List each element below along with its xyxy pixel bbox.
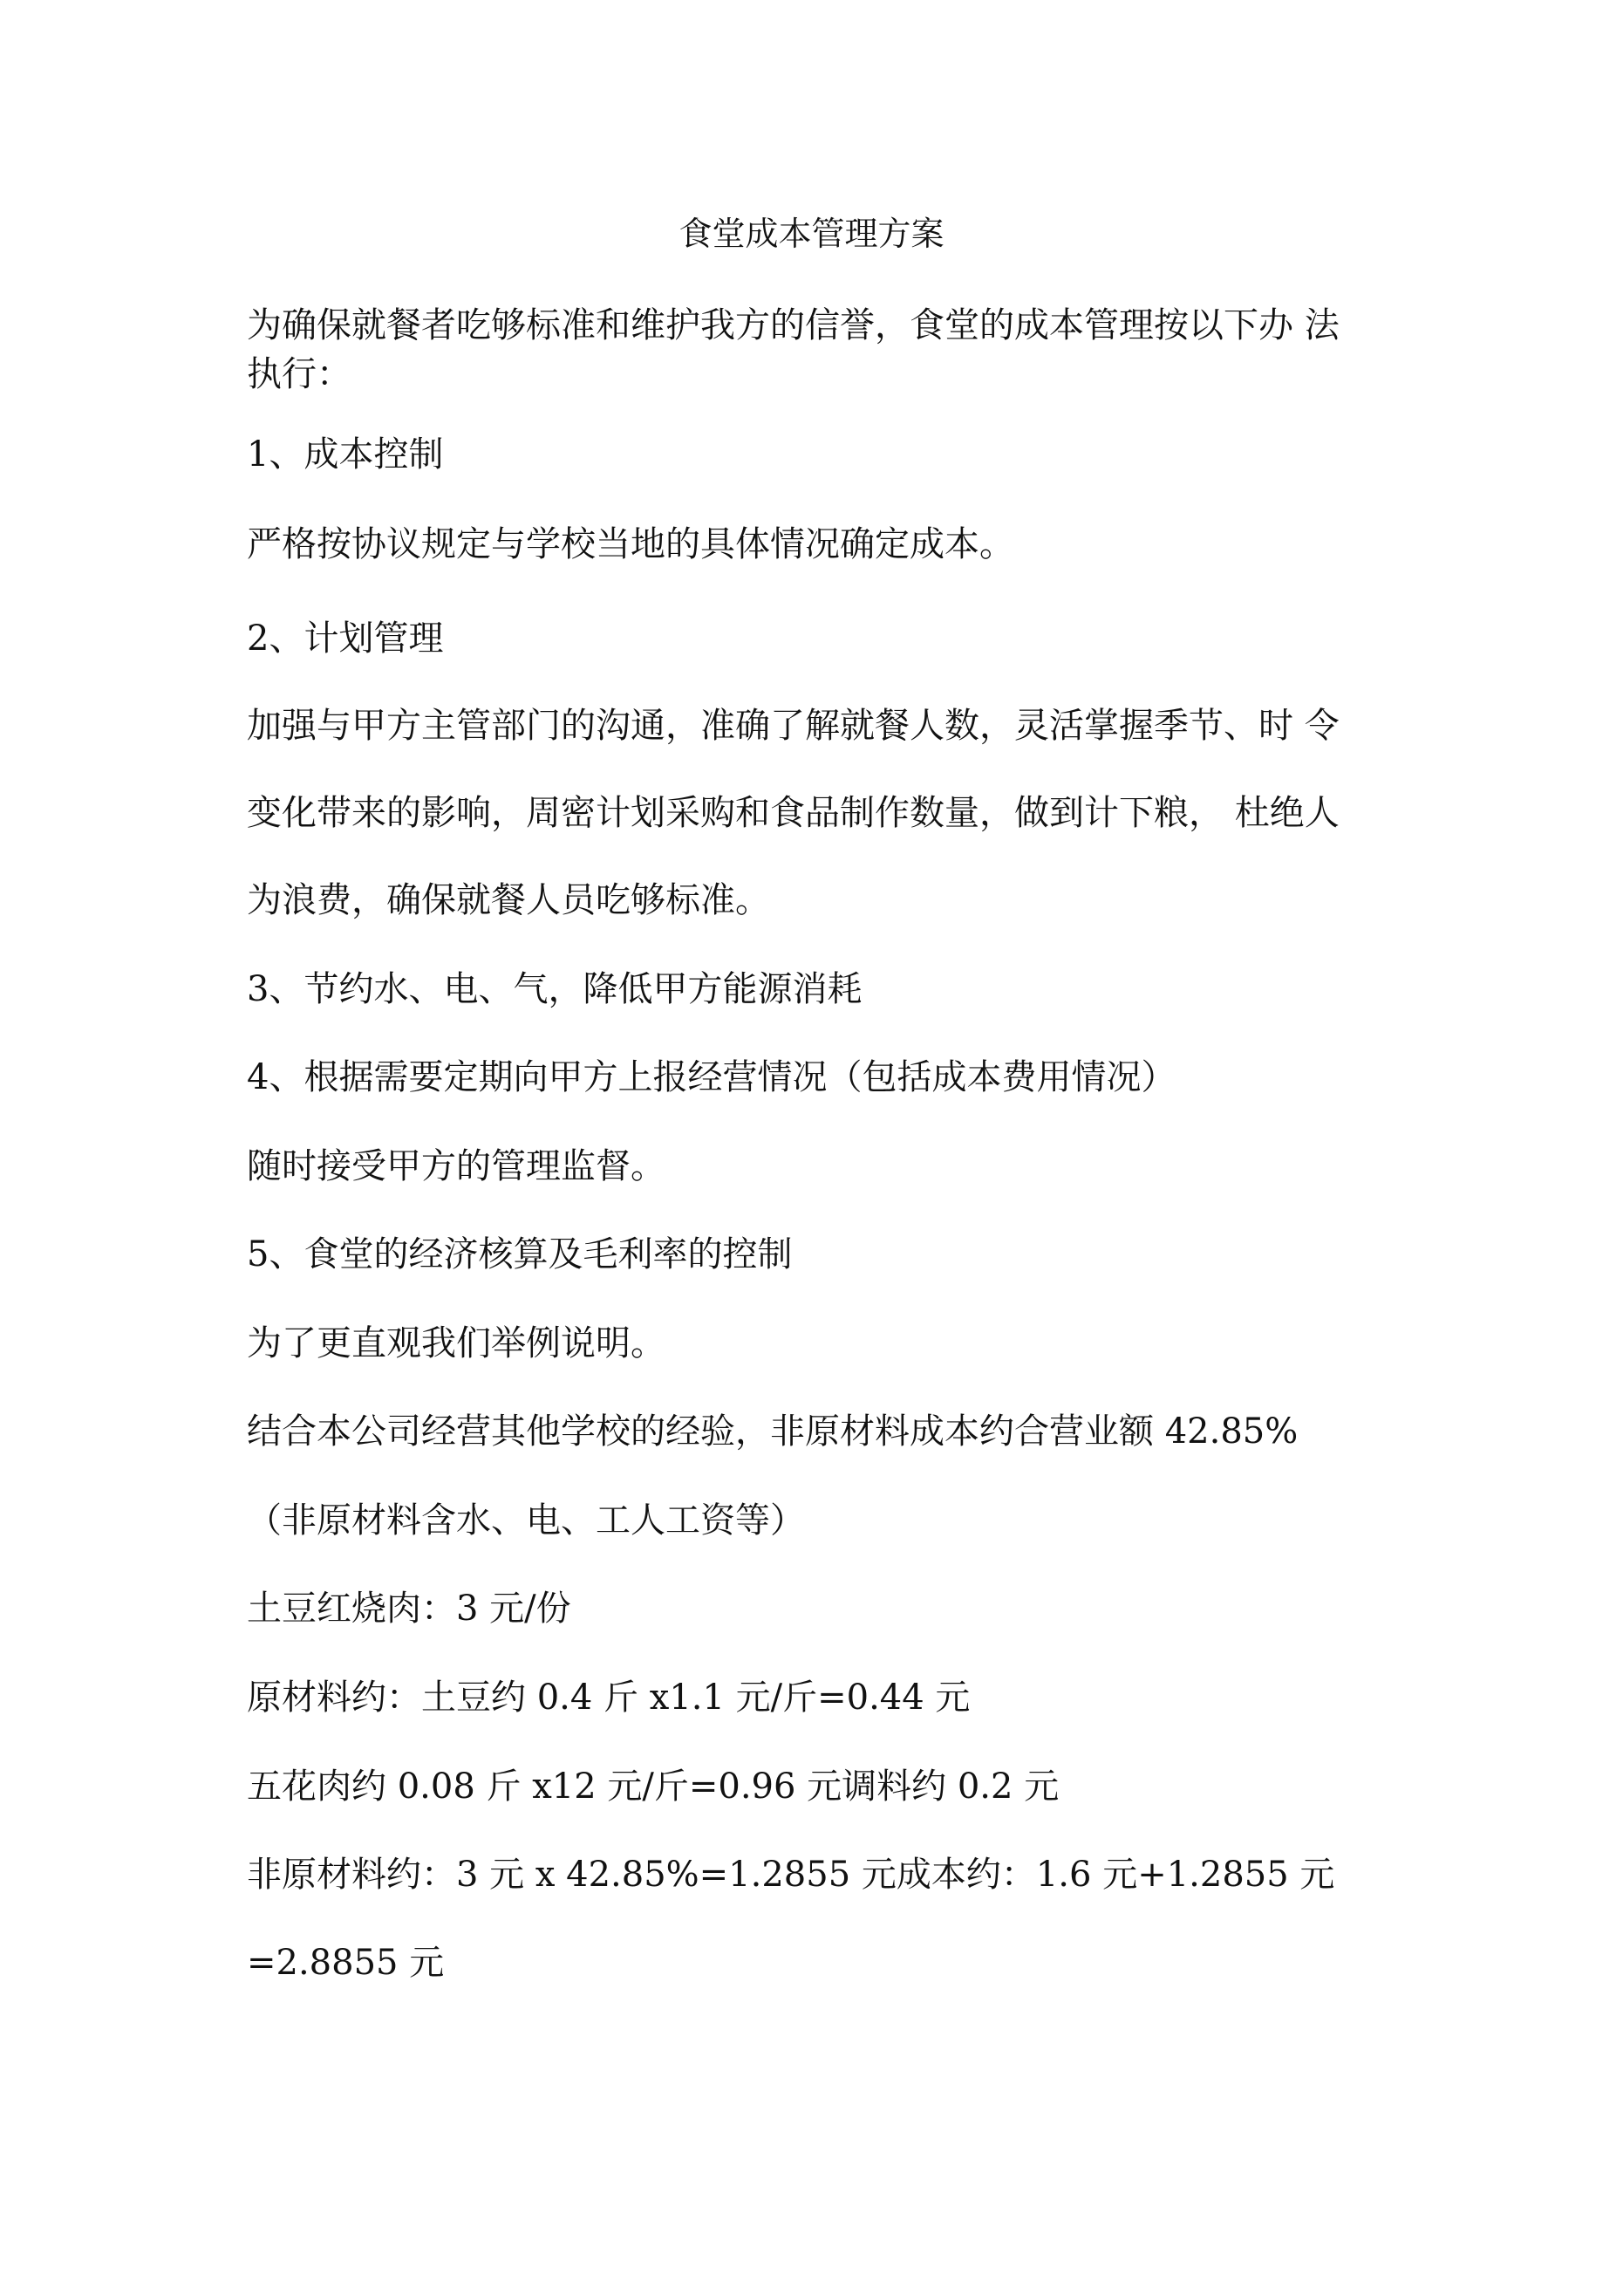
text-line-non-material-cost: 非原材料约：3 元 x 42.85%=1.2855 元成本约：1.6 元+1.2855 元 <box>247 1855 1335 1895</box>
text-line-plan-1: 加强与甲方主管部门的沟通，准确了解就餐人数，灵活掌握季节、时 令 <box>247 706 1340 746</box>
text-line-experience: 结合本公司经营其他学校的经验，非原材料成本约合营业额 42.85% <box>247 1411 1299 1452</box>
text-line-plan-2: 变化带来的影响，周密计划采购和食品制作数量，做到计下粮， 杜绝人 <box>247 793 1340 833</box>
text-line-supervision: 随时接受甲方的管理监督。 <box>247 1146 665 1186</box>
text-line-cost-control: 严格按协议规定与学校当地的具体情况确定成本。 <box>247 524 1014 564</box>
text-line-intro: 为确保就餐者吃够标准和维护我方的信誉，食堂的成本管理按以下办 法 <box>247 305 1340 345</box>
section-heading-energy: 3、节约水、电、气，降低甲方能源消耗 <box>247 969 863 1009</box>
text-line-raw-material-potato: 原材料约：土豆约 0.4 斤 x1.1 元/斤=0.44 元 <box>247 1678 971 1718</box>
text-line-non-material-note: （非原材料含水、电、工人工资等） <box>247 1500 805 1541</box>
section-heading-cost-control: 1、成本控制 <box>247 434 444 475</box>
text-line-plan-3: 为浪费，确保就餐人员吃够标准。 <box>247 880 770 920</box>
document-title: 食堂成本管理方案 <box>679 215 944 253</box>
text-line-raw-material-pork: 五花肉约 0.08 斤 x12 元/斤=0.96 元调料约 0.2 元 <box>247 1766 1060 1807</box>
section-heading-report: 4、根据需要定期向甲方上报经营情况（包括成本费用情况） <box>247 1057 1176 1097</box>
text-line-dish-price: 土豆红烧肉：3 元/份 <box>247 1589 571 1629</box>
text-line-example-intro: 为了更直观我们举例说明。 <box>247 1323 665 1363</box>
section-heading-accounting: 5、食堂的经济核算及毛利率的控制 <box>247 1234 793 1274</box>
section-heading-plan-management: 2、计划管理 <box>247 618 444 659</box>
text-line-total-cost: =2.8855 元 <box>247 1943 445 1983</box>
text-line-intro-cont: 执行： <box>247 354 351 394</box>
